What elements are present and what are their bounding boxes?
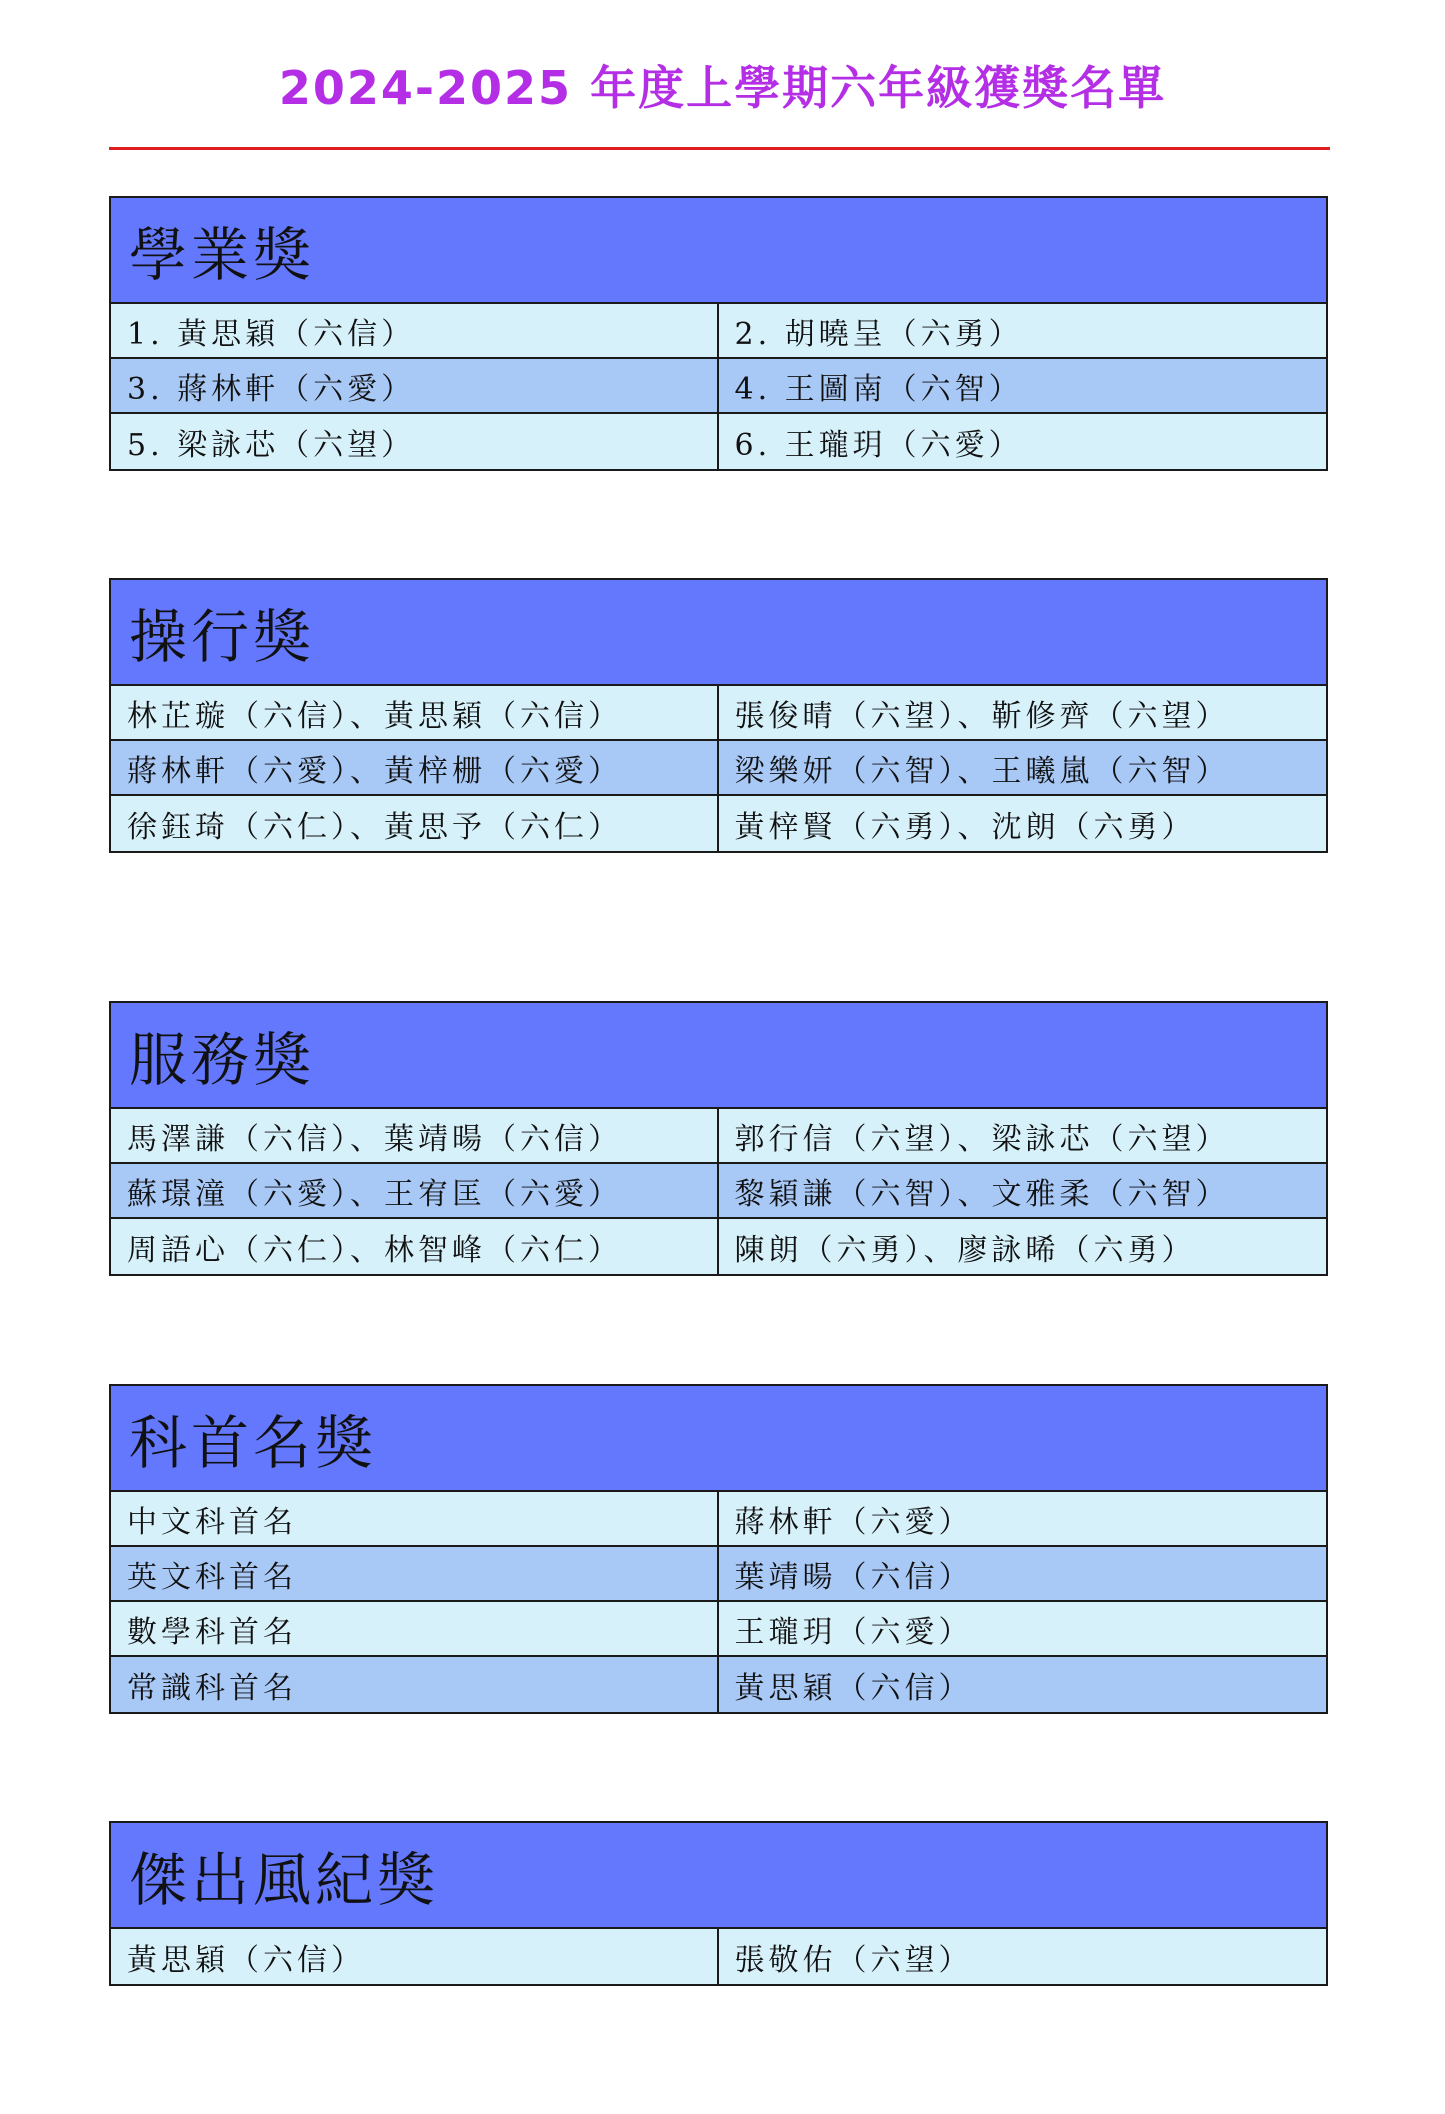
table-row	[111, 1219, 1326, 1274]
table-cell: 3. 蔣林軒（六愛）	[111, 359, 719, 412]
table-row	[111, 1602, 1326, 1657]
table-cell: 蔣林軒（六愛）、黃梓栅（六愛）	[111, 741, 719, 794]
table-cell: 黃思穎（六信）	[734, 1670, 973, 1706]
table-cell: 張敬佑（六望）	[734, 1942, 973, 1978]
table-row	[111, 1657, 1326, 1712]
table-cell: 周語心（六仁）、林智峰（六仁）	[111, 1219, 719, 1274]
award-header	[111, 1003, 1326, 1109]
top-subject-award-table	[109, 1384, 1328, 1714]
table-cell: 郭行信（六望）、梁詠芯（六望）	[734, 1121, 1230, 1157]
table-row	[111, 414, 1326, 469]
table-cell: 蘇璟潼（六愛）、王宥匡（六愛）	[111, 1164, 719, 1217]
page-title: 2024-2025 年度上學期六年級獲獎名單	[278, 61, 1167, 115]
award-header	[111, 1823, 1326, 1929]
table-cell: 黎穎謙（六智）、文雅柔（六智）	[734, 1176, 1230, 1212]
table-row	[111, 1547, 1326, 1602]
table-cell: 王瓏玥（六愛）	[734, 1614, 973, 1650]
conduct-award-table	[109, 578, 1328, 853]
table-cell: 林芷璇（六信）、黃思穎（六信）	[111, 686, 719, 739]
table-cell: 中文科首名	[111, 1492, 719, 1545]
table-cell: 徐鈺琦（六仁）、黃思予（六仁）	[111, 796, 719, 851]
table-row	[111, 359, 1326, 414]
table-cell: 張俊晴（六望）、靳修齊（六望）	[734, 698, 1230, 734]
table-row	[111, 1164, 1326, 1219]
table-cell: 數學科首名	[111, 1602, 719, 1655]
table-row	[111, 741, 1326, 796]
table-cell: 梁樂妍（六智）、王曦嵐（六智）	[734, 753, 1230, 789]
table-cell: 黃梓賢（六勇）、沈朗（六勇）	[734, 809, 1196, 845]
table-row	[111, 1929, 1326, 1984]
table-cell: 1. 黃思穎（六信）	[111, 304, 719, 357]
award-heading: 科首名獎	[129, 1409, 378, 1477]
table-cell: 4. 王圖南（六智）	[734, 371, 1023, 407]
table-row	[111, 796, 1326, 851]
table-cell: 馬澤謙（六信）、葉靖暘（六信）	[111, 1109, 719, 1162]
table-cell: 黃思穎（六信）	[111, 1929, 719, 1984]
table-row	[111, 686, 1326, 741]
title-divider	[109, 147, 1330, 150]
table-cell: 5. 梁詠芯（六望）	[111, 414, 719, 469]
award-heading: 服務獎	[129, 1026, 316, 1094]
table-cell: 6. 王瓏玥（六愛）	[734, 427, 1023, 463]
table-row	[111, 1109, 1326, 1164]
award-heading: 學業獎	[129, 221, 316, 289]
table-row	[111, 1492, 1326, 1547]
award-header	[111, 198, 1326, 304]
academic-award-table	[109, 196, 1328, 471]
award-header	[111, 1386, 1326, 1492]
prefect-award-table	[109, 1821, 1328, 1986]
table-cell: 2. 胡曉呈（六勇）	[734, 316, 1023, 352]
table-cell: 英文科首名	[111, 1547, 719, 1600]
table-row	[111, 304, 1326, 359]
service-award-table	[109, 1001, 1328, 1276]
table-cell: 葉靖暘（六信）	[734, 1559, 973, 1595]
table-cell: 陳朗（六勇）、廖詠晞（六勇）	[734, 1232, 1196, 1268]
award-heading: 操行獎	[129, 603, 316, 671]
award-heading: 傑出風紀獎	[129, 1846, 440, 1914]
table-cell: 蔣林軒（六愛）	[734, 1504, 973, 1540]
award-header	[111, 580, 1326, 686]
table-cell: 常識科首名	[111, 1657, 719, 1712]
